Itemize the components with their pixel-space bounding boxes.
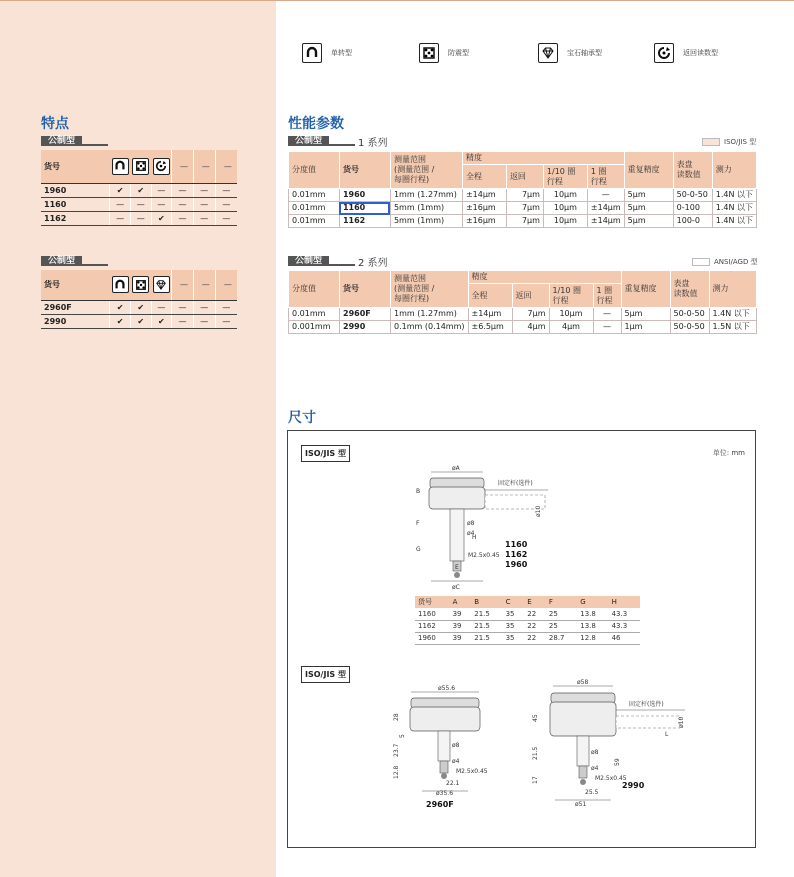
- mark-cell: —: [193, 314, 215, 328]
- model-cell: 2960F: [41, 300, 110, 314]
- model-label: 2990: [622, 781, 645, 790]
- dim-d4: ø4: [591, 765, 599, 772]
- dim-header: A: [450, 596, 472, 608]
- dim-cell: 21.5: [471, 632, 502, 644]
- full-cell: ±16μm: [462, 202, 506, 215]
- dim-356: ø35.6: [436, 790, 454, 797]
- dim-cell: 39: [450, 608, 472, 620]
- mark-cell: —: [130, 197, 151, 211]
- table-row: [41, 197, 237, 211]
- tag-line: [82, 144, 108, 146]
- fixing-rod-label: 固定杆(选件): [629, 701, 664, 708]
- iso-jis-label: ISO/JIS 型: [301, 445, 350, 462]
- header-dash: —: [193, 270, 215, 300]
- legend-label: 单转型: [331, 49, 352, 57]
- dim-header: F: [546, 596, 577, 608]
- mark-cell: ✔: [130, 183, 151, 197]
- mark-cell: —: [215, 211, 237, 225]
- model-label: 1960: [505, 560, 528, 569]
- dim-255: 25.5: [585, 789, 599, 796]
- dim-d4: ø4: [452, 758, 460, 765]
- mark-cell: —: [172, 197, 194, 211]
- mark-cell: —: [193, 211, 215, 225]
- features-group2-tag: [41, 256, 108, 266]
- grad-cell: 0.01mm: [289, 308, 340, 321]
- mark-cell: —: [172, 314, 194, 328]
- one-rev-cell: —: [587, 189, 624, 202]
- table-row: [41, 211, 237, 225]
- legend-shockproof: [419, 43, 469, 63]
- dim-f: F: [416, 520, 420, 527]
- table-row: [289, 215, 757, 228]
- header-icon-cell: [130, 150, 151, 183]
- dim-cell: 35: [503, 620, 525, 632]
- tenth-header: 1/10 圈 行程: [549, 284, 593, 308]
- dimension-table: [415, 596, 640, 645]
- mark-cell: ✔: [151, 211, 172, 225]
- table-row: [41, 183, 237, 197]
- dim-cell: 43.3: [609, 620, 640, 632]
- mark-cell: —: [151, 197, 172, 211]
- range-cell: 5mm (1mm): [390, 215, 462, 228]
- header-dash: —: [172, 270, 194, 300]
- one-rev-header: 1 圈 行程: [593, 284, 621, 308]
- dim-cell: 25: [546, 608, 577, 620]
- iso-jis-label: ISO/JIS 型: [301, 666, 350, 683]
- dim-thread: M2.5x0.45: [456, 768, 488, 775]
- dim-cell: 1162: [415, 620, 450, 632]
- mark-cell: ✔: [110, 314, 131, 328]
- mark-cell: —: [110, 211, 131, 225]
- table-row: [415, 608, 640, 620]
- grad-cell: 0.001mm: [289, 321, 340, 334]
- mark-cell: ✔: [151, 314, 172, 328]
- swatch-box: [702, 138, 720, 146]
- full-cell: ±16μm: [462, 215, 506, 228]
- mark-cell: —: [215, 197, 237, 211]
- jewel-bearing-icon: [153, 276, 170, 293]
- dim-h: H: [472, 534, 477, 541]
- table-header: [41, 150, 237, 183]
- repeat-cell: 1μm: [621, 321, 670, 334]
- code-cell: 1162: [339, 215, 390, 228]
- table-row: [289, 321, 757, 334]
- series-label: 1 系列: [358, 137, 388, 149]
- shockproof-icon: [419, 43, 439, 63]
- reverse-reading-icon: [153, 158, 170, 175]
- tenth-cell: 10μm: [543, 202, 587, 215]
- dim-5: 5: [399, 734, 406, 738]
- top-rule: [0, 0, 794, 1]
- table-row: [289, 189, 757, 202]
- dial-header: 表盘 读数值: [670, 271, 709, 308]
- dim-top: ø58: [577, 679, 589, 686]
- model-cell: 1160: [41, 197, 110, 211]
- dim-thread: M2.5x0.45: [468, 552, 500, 559]
- legend-label: 防震型: [448, 49, 469, 57]
- features-title: 特点: [41, 116, 69, 132]
- dimensions-panel: [287, 430, 756, 848]
- header-icon-cell: [151, 150, 172, 183]
- full-header: 全程: [468, 284, 512, 308]
- grad-cell: 0.01mm: [289, 189, 340, 202]
- dim-cell: 43.3: [609, 608, 640, 620]
- series-label: 2 系列: [358, 257, 388, 269]
- features-table-2: [41, 270, 237, 329]
- mark-cell: —: [193, 197, 215, 211]
- dim-cell: 28.7: [546, 632, 577, 644]
- single-revolution-icon: [112, 276, 129, 293]
- jewel-bearing-icon: [538, 43, 558, 63]
- dim-28: 28: [393, 713, 400, 721]
- range-header: 测量范围 (测量范围 / 每圈行程): [391, 271, 469, 308]
- accuracy-header: 精度: [468, 271, 621, 284]
- table-row: [289, 202, 757, 215]
- force-cell: 1.4N 以下: [712, 202, 756, 215]
- dim-215: 21.5: [532, 746, 539, 760]
- grad-cell: 0.01mm: [289, 202, 340, 215]
- range-cell: 1mm (1.27mm): [390, 189, 462, 202]
- dial-cell: 50-0-50: [670, 308, 709, 321]
- range-cell: 5mm (1mm): [390, 202, 462, 215]
- repeat-header: 重复精度: [621, 271, 670, 308]
- dim-cell: 22: [524, 608, 546, 620]
- return-header: 返回: [506, 165, 543, 189]
- shockproof-icon: [132, 158, 149, 175]
- mark-cell: ✔: [130, 300, 151, 314]
- swatch-box: [692, 258, 710, 266]
- dim-cell: 35: [503, 608, 525, 620]
- code-header: 货号: [339, 152, 390, 189]
- mark-cell: —: [151, 183, 172, 197]
- dim-header: B: [471, 596, 502, 608]
- metric-tag: 公制型: [41, 136, 82, 146]
- table-row: [289, 308, 757, 321]
- spec-table-1: [288, 151, 757, 228]
- range-header: 测量范围 (测量范围 / 每圈行程): [390, 152, 462, 189]
- mark-cell: —: [172, 183, 194, 197]
- legend-jewel-bearing: [538, 43, 602, 63]
- swatch-label: ANSI/AGD 型: [714, 258, 758, 266]
- force-cell: 1.4N 以下: [712, 189, 756, 202]
- table-header: [415, 596, 640, 608]
- force-cell: 1.4N 以下: [709, 308, 757, 321]
- dim-c: øC: [452, 584, 460, 591]
- mark-cell: —: [215, 314, 237, 328]
- return-header: 返回: [512, 284, 549, 308]
- ansi-agd-swatch: [692, 257, 758, 267]
- dim-cell: 22: [524, 632, 546, 644]
- drawing-2960f: [386, 683, 516, 813]
- code-cell-selected[interactable]: 1160: [339, 202, 390, 215]
- dim-g: G: [416, 546, 421, 553]
- one-rev-cell: ±14μm: [587, 215, 624, 228]
- return-cell: 7μm: [506, 189, 543, 202]
- full-header: 全程: [462, 165, 506, 189]
- model-label: 1162: [505, 550, 528, 559]
- dim-thread: M2.5x0.45: [595, 775, 627, 782]
- mark-cell: —: [172, 211, 194, 225]
- return-cell: 4μm: [512, 321, 549, 334]
- mark-cell: —: [215, 300, 237, 314]
- table-header: [41, 270, 237, 300]
- dial-cell: 0-100: [673, 202, 712, 215]
- series1-header: [288, 136, 388, 149]
- tenth-cell: 4μm: [549, 321, 593, 334]
- dim-d8: ø8: [467, 520, 475, 527]
- dim-l: L: [665, 731, 669, 738]
- legend-label: 返回读数型: [683, 49, 718, 57]
- dim-128: 12.8: [393, 765, 400, 779]
- dim-header: G: [577, 596, 608, 608]
- repeat-cell: 5μm: [621, 308, 670, 321]
- dim-header: H: [609, 596, 640, 608]
- dim-d8: ø8: [591, 749, 599, 756]
- single-revolution-icon: [302, 43, 322, 63]
- single-revolution-icon: [112, 158, 129, 175]
- model-header: 货号: [41, 270, 110, 300]
- grad-header: 分度值: [289, 152, 340, 189]
- dim-d10: ø10: [678, 716, 685, 728]
- repeat-cell: 5μm: [624, 215, 673, 228]
- model-cell: 1162: [41, 211, 110, 225]
- dim-header: 货号: [415, 596, 450, 608]
- mark-cell: —: [151, 300, 172, 314]
- dial-cell: 50-0-50: [670, 321, 709, 334]
- iso-jis-swatch: [702, 137, 756, 147]
- one-rev-cell: ±14μm: [587, 202, 624, 215]
- metric-tag: 公制型: [288, 256, 329, 266]
- reverse-reading-icon: [654, 43, 674, 63]
- dim-cell: 35: [503, 632, 525, 644]
- range-cell: 0.1mm (0.14mm): [391, 321, 469, 334]
- metric-tag: 公制型: [41, 256, 82, 266]
- dim-cell: 1960: [415, 632, 450, 644]
- one-rev-header: 1 圈 行程: [587, 165, 624, 189]
- range-cell: 1mm (1.27mm): [391, 308, 469, 321]
- dim-cell: 46: [609, 632, 640, 644]
- table-row: [41, 314, 237, 328]
- repeat-header: 重复精度: [624, 152, 673, 189]
- code-cell: 2990: [340, 321, 391, 334]
- tenth-cell: 10μm: [543, 189, 587, 202]
- table-row: [415, 632, 640, 644]
- tenth-header: 1/10 圈 行程: [543, 165, 587, 189]
- tag-line: [82, 264, 108, 266]
- series2-header: [288, 256, 388, 269]
- dim-cell: 25: [546, 620, 577, 632]
- table-row: [415, 620, 640, 632]
- code-cell: 1960: [339, 189, 390, 202]
- dim-cell: 12.8: [577, 632, 608, 644]
- mark-cell: ✔: [110, 183, 131, 197]
- dim-237: 23.7: [393, 743, 400, 757]
- dim-header: E: [524, 596, 546, 608]
- dim-d8: ø8: [452, 742, 460, 749]
- swatch-label: ISO/JIS 型: [724, 138, 757, 146]
- header-dash: —: [215, 270, 237, 300]
- grad-cell: 0.01mm: [289, 215, 340, 228]
- model-label: 1160: [505, 540, 528, 549]
- accuracy-header: 精度: [462, 152, 624, 165]
- header-icon-cell: [110, 270, 131, 300]
- dim-cell: 21.5: [471, 608, 502, 620]
- header-icon-cell: [151, 270, 172, 300]
- dim-17: 17: [532, 776, 539, 784]
- return-cell: 7μm: [506, 215, 543, 228]
- dim-d10: ø10: [535, 505, 542, 517]
- mark-cell: —: [193, 183, 215, 197]
- dim-cell: 13.8: [577, 620, 608, 632]
- repeat-cell: 5μm: [624, 202, 673, 215]
- tag-line: [329, 144, 355, 146]
- return-cell: 7μm: [512, 308, 549, 321]
- features-table-1: [41, 150, 237, 226]
- legend-label: 宝石轴承型: [567, 49, 602, 57]
- full-cell: ±14μm: [462, 189, 506, 202]
- full-cell: ±14μm: [468, 308, 512, 321]
- spec-table-2: [288, 270, 757, 334]
- dim-cell: 39: [450, 620, 472, 632]
- model-cell: 1960: [41, 183, 110, 197]
- legend-single-revolution: [302, 43, 352, 63]
- dial-cell: 50-0-50: [673, 189, 712, 202]
- header-dash: —: [215, 150, 237, 183]
- header-dash: —: [172, 150, 194, 183]
- one-rev-cell: —: [593, 321, 621, 334]
- drawing-2990: [525, 676, 695, 811]
- model-label: 2960F: [426, 800, 454, 809]
- dim-e: E: [455, 564, 459, 571]
- dim-59: 59: [614, 758, 621, 766]
- code-header: 货号: [340, 271, 391, 308]
- dim-a: øA: [452, 465, 460, 472]
- mark-cell: —: [110, 197, 131, 211]
- dim-top: ø55.6: [438, 685, 456, 692]
- force-cell: 1.4N 以下: [712, 215, 756, 228]
- mark-cell: ✔: [110, 300, 131, 314]
- one-rev-cell: —: [593, 308, 621, 321]
- dial-header: 表盘 读数值: [673, 152, 712, 189]
- table-row: [41, 300, 237, 314]
- drawing-1160: [408, 465, 688, 593]
- return-cell: 7μm: [506, 202, 543, 215]
- repeat-cell: 5μm: [624, 189, 673, 202]
- force-cell: 1.5N 以下: [709, 321, 757, 334]
- dim-cell: 39: [450, 632, 472, 644]
- shockproof-icon: [132, 276, 149, 293]
- unit-label: 单位: mm: [712, 449, 745, 457]
- dimensions-title: 尺寸: [288, 410, 316, 426]
- dim-51: ø51: [575, 801, 587, 808]
- force-header: 测力: [712, 152, 756, 189]
- dim-header: C: [503, 596, 525, 608]
- code-cell: 2960F: [340, 308, 391, 321]
- dim-cell: 13.8: [577, 608, 608, 620]
- full-cell: ±6.5μm: [468, 321, 512, 334]
- specs-title: 性能参数: [288, 116, 344, 132]
- dim-45: 45: [532, 714, 539, 722]
- force-header: 测力: [709, 271, 757, 308]
- dim-cell: 22: [524, 620, 546, 632]
- tenth-cell: 10μm: [549, 308, 593, 321]
- fixing-rod-label: 固定杆(选件): [498, 480, 533, 487]
- dim-221: 22.1: [446, 780, 460, 787]
- dial-cell: 100-0: [673, 215, 712, 228]
- dim-cell: 21.5: [471, 620, 502, 632]
- dim-d4: ø4: [467, 530, 475, 537]
- legend-reverse-reading: [654, 43, 718, 63]
- mark-cell: —: [130, 211, 151, 225]
- mark-cell: ✔: [130, 314, 151, 328]
- grad-header: 分度值: [289, 271, 340, 308]
- mark-cell: —: [172, 300, 194, 314]
- tenth-cell: 10μm: [543, 215, 587, 228]
- header-dash: —: [193, 150, 215, 183]
- metric-tag: 公制型: [288, 136, 329, 146]
- tag-line: [329, 264, 355, 266]
- model-header: 货号: [41, 150, 110, 183]
- model-cell: 2990: [41, 314, 110, 328]
- features-group1-tag: [41, 136, 108, 146]
- dim-cell: 1160: [415, 608, 450, 620]
- dim-b: B: [416, 488, 421, 495]
- header-icon-cell: [130, 270, 151, 300]
- header-icon-cell: [110, 150, 131, 183]
- mark-cell: —: [215, 183, 237, 197]
- mark-cell: —: [193, 300, 215, 314]
